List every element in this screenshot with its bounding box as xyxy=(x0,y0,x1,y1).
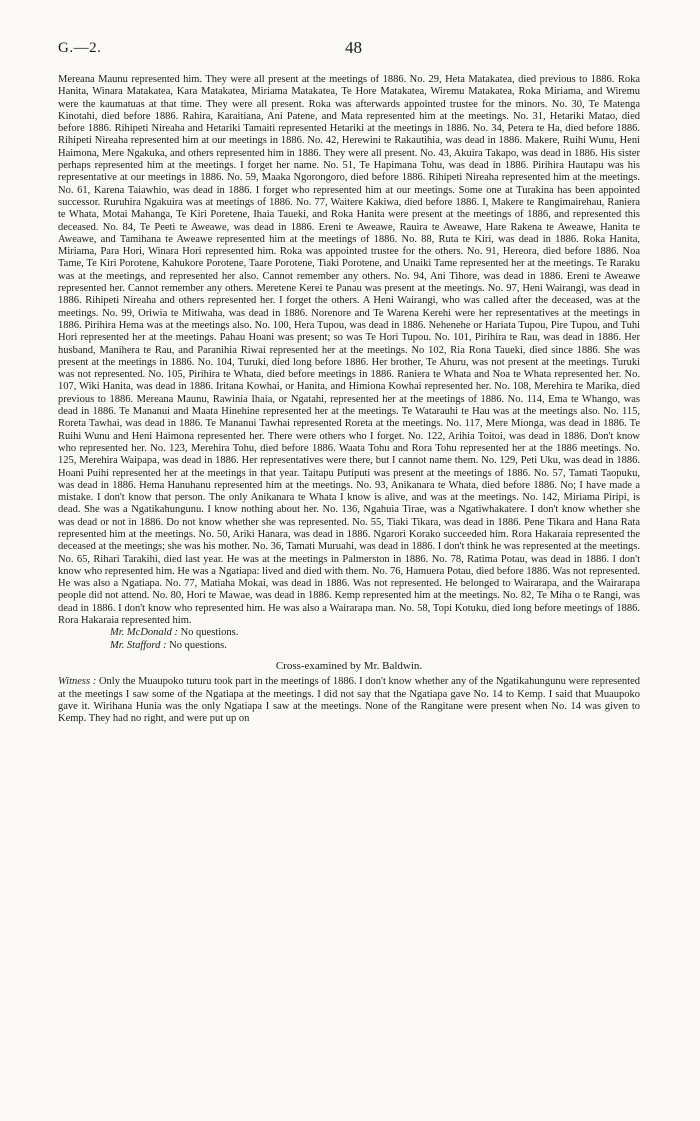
question-text: No questions. xyxy=(166,639,227,651)
page-number: 48 xyxy=(345,38,362,57)
question-line xyxy=(58,640,640,652)
cross-examination-heading: Cross-examined by Mr. Baldwin. xyxy=(275,659,423,672)
question-speaker: Mr. McDonald : xyxy=(110,627,178,639)
page-header xyxy=(58,40,640,60)
cross-examination-paragraph xyxy=(58,676,640,725)
question-line xyxy=(58,627,640,639)
question-text: No questions. xyxy=(177,627,239,639)
testimony-paragraph: Mereana Maunu represented him. They were all present at the meetings of 1886. No. 29, Heta Matakatea, died previous to 1886. Roka Hanita, Winara Matakatea, Kara Matakatea, Miriama Matakatea, Te Hore Matakatea, Wiremu Matakatea, Roka Miriama, and Wiremu were the kaumatuas at that time. They were all present. Roka was afterwards appointed trustee for the minors. No. 30, Te Matenga Kinotahi, died before 1886. Rahira, Karaitiana, Ani Patene, and Mata represented him at the meetings. No. 31, Hetariki Matao, died before 1886. Rihipeti Nireaha and Hetariki Tamaiti represented Hetariki at the meetings in 1886. No. 34, Petera te Ha, died before 1886. Rihipeti Nireaha represented him at our meetings in 1886. No. 42, Herewini te Rakautihia, was dead in 1886. Makere, Ruihi Wunu, Heni Haimona, Mere Ngakuka, and others represented him in 1886. They were all present. No. 43, Akuira Takapo, was dead in 1886. His sister perhaps represented him at the meetings. I forget her name. No. 51, Te Hapimana Tohu, was dead in 1886. Pirihira Hautapu was his representative at our meetings in 1886. No. 59, Maaka Ngorongoro, died before 1886. Rihipeti Nireaha represented him at the meetings. No. 61, Karena Taiawhio, was dead in 1886. I forget who represented him at our meetings. Some one at Turakina has been appointed successor. Ruruhira Ngakuira was at meetings of 1886. No. 77, Waitere Kakiwa, died before 1886. I, Makere te Rangimairehau, Raniera te Whata, Motai Mahanga, Te Kiri Poretene, Ihaia Taueki, and Roka Hanita were present at the meetings of 1886, and represented this deceased. No. 84, Te Peeti te Aweawe, was dead in 1886. Ereni te Aweawe, Rauira te Aweawe, Hare Rakena te Aweawe, Hanita te Aweawe, and Tamihana te Aweawe represented him at the meetings of 1886. No. 88, Ruta te Kiri, was dead in 1886. Roka Hanita, Miriama, Para Hori, Winara Hori represented him. Roka was appointed trustee for the others. No. 91, Hereora, died before 1886. Noa Tame, Te Kiri Porotene, Kahukore Porotene, Taare Porotene, Tiaki Porotene, and Unaiki Tame represented her at the meetings. Te Raraku was at the meetings, and represented her also. Cannot remember any others. No. 94, Ani Tihore, was dead in 1886. Ereni te Aweawe represented her. Cannot remember any others. Meretene Kerei te Panau was present at the meetings. No. 97, Heni Wairangi, was dead in 1886. Rihipeti Nireaha and others represented her. I forget the others. A Heni Wairangi, who was called after the deceased, was at the meetings. No. 99, Oriwia te Mitiwaha, was dead in 1886. Norenore and Te Warena Kerehi were her representatives at the meetings in 1886. Pirihira Hema was at the meetings also. No. 100, Hera Tupou, was dead in 1886. Nehenehe or Hariata Tupou, Pire Tupou, and Tuhi Hori represented her at the meetings. Pahau Hoani was present; so was Te Hori Tupou. No. 101, Pirihira te Rau, was dead in 1886. Her husband, Manihera te Rau, and Paranihia Riwai represented her at the meetings. No 102, Ria Rona Taueki, died since 1886. She was present at the meetings in 1886. No. 104, Turuki, died long before 1886. Her brother, Te Ahuru, was not present at the meetings. Turuki was not represented. No. 105, Pirihira te Whata, died before meetings in 1886. Raniera te Whata and Noa te Whata represented her. No. 107, Wiki Hanita, was dead in 1886. Iritana Kowhai, or Hanita, and Himiona Kowhai represented her. No. 108, Merehira te Marika, died previous to 1886. Mereana Maunu, Rawinia Ihaia, or Ngatahi, represented her at the meetings of 1886. No. 114, Ema te Whango, was dead in 1886. Te Mananui and Maata Hinehine represented her at the meetings. Te Watarauhi te Hau was at the meetings also. No. 115, Roreta Tawhai, was dead in 1886. Te Mananui Tawhai represented Roreta at the meetings. No. 117, Mere Mionga, was dead in 1886. Te Ruihi Wunu and Heni Haimona represented her. There were others who I forget. No. 122, Arihia Toitoi, was dead in 1886. Don't know who represented her. No. 123, Merehira Tohu, died before 1886. Waata Tohu and Rora Tohu represented her at the 1886 meetings. No. 125, Merehira Waipapa, was dead in 1886. Her representatives were there, but I cannot name them. No. 129, Peti Uku, was dead in 1886. Hoani Puihi represented her at the meetings in that year. Taitapu Putiputi was present at the meetings of 1886. No. 57, Tamati Taopuku, was dead in 1886. Hema Hanuhanu represented him at the meetings. No. 93, Anikanara te Whata, died before 1886. No; I have made a mistake. I don't know that person. The only Anikanara te Whata I know is alive, and was at the meetings. No. 142, Miriama Piripi, is dead. She was a Ngatikahungunu. I know nothing about her. No. 136, Ngahuia Tirae, was a Ngatiwhakatere. I don't know whether she was dead or not in 1886. Do not know whether she was represented. No. 55, Tiaki Tikara, was dead in 1886. Pene Tikara and Hana Rata represented him at the meetings. No. 50, Ariki Hanara, was dead in 1886. Ngarori Korako succeeded him. Rora Hakaraia represented the deceased at the meetings; she was his mother. No. 36, Tamati Muruahi, was dead in 1886. I don't think he was represented at the meetings. No. 65, Rihari Tarakihi, died last year. He was at the meetings in Palmerston in 1886. No. 78, Ratima Potau, was dead in 1886. I don't know who represented him. He was a Ngatiapa: lived and died with them. No. 76, Hamuera Potau, died before 1886. Was not represented. He was also a Ngatiapa. No. 77, Matiaha Mokai, was dead in 1886. Was not represented. He belonged to Wairarapa, and the Wairarapa people did not attend. No. 80, Hori te Mawae, was dead in 1886. Kemp represented him at the meetings. No. 82, Te Miha o te Rangi, was dead in 1886. I don't know who represented him. He was also a Wairarapa man. No. 58, Topi Kotuku, died long before meetings of 1886. Rora Hakaraia represented him. xyxy=(58,74,640,627)
cross-examination-text: Only the Muaupoko tuturu took part in the meetings of 1886. I don't know whether any of the Ngatikahungunu were represented at the meetings I saw some of the Ngatiapa at the meetings. I did not say that the Ngatiapa gave No. 14 to Kemp. I said that Muaupoko gave it. Wirihana Hunia was the only Ngatiapa I saw at the meetings. None of the Rangitane were present when No. 14 was given to Kemp. They had no right, and were put up on xyxy=(58,676,640,725)
document-body xyxy=(58,74,640,725)
question-speaker: Mr. Stafford : xyxy=(110,639,167,651)
document-reference: G.—2. xyxy=(58,40,102,56)
witness-label: Witness : xyxy=(58,676,97,688)
